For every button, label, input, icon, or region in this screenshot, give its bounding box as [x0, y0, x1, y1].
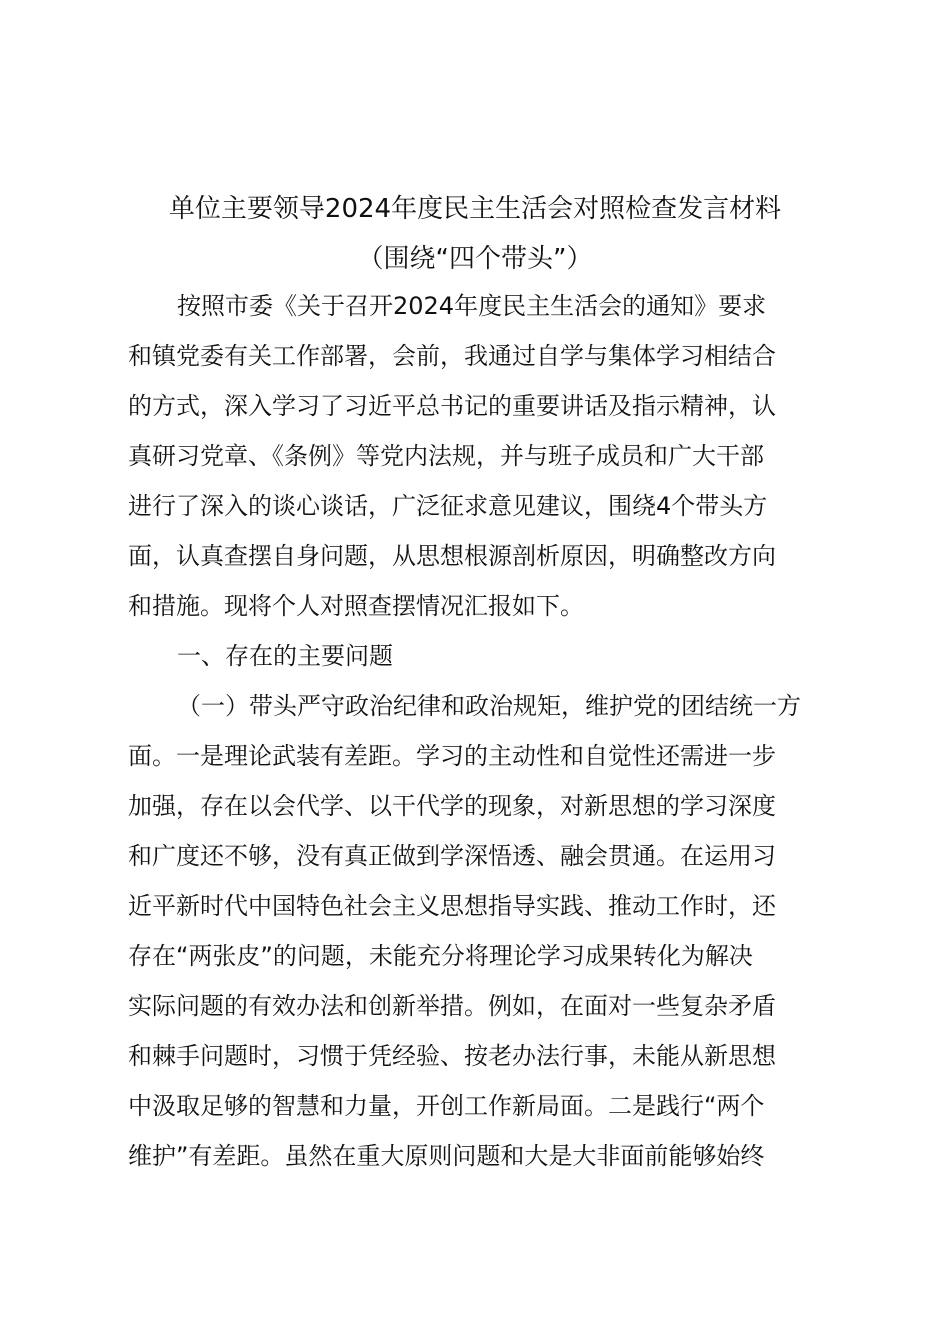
intro-paragraph-line: 和镇党委有关工作部署，会前，我通过自学与集体学习相结合: [128, 342, 776, 370]
body-paragraph-line: 加强，存在以会代学、以干代学的现象，对新思想的学习深度: [128, 792, 776, 820]
intro-paragraph-line: 进行了深入的谈心谈话，广泛征求意见建议，围绕4个带头方: [128, 492, 768, 520]
intro-paragraph-line: 的方式，深入学习了习近平总书记的重要讲话及指示精神，认: [128, 392, 776, 420]
intro-paragraph-line: 真研习党章、《条例》等党内法规，并与班子成员和广大干部: [128, 442, 764, 470]
body-paragraph-line: 中汲取足够的智慧和力量，开创工作新局面。二是践行“两个: [128, 1092, 765, 1120]
body-paragraph-line: 存在“两张皮”的问题，未能充分将理论学习成果转化为解决: [128, 942, 753, 970]
section-heading: 一、存在的主要问题: [177, 642, 393, 670]
body-paragraph-line: 近平新时代中国特色社会主义思想指导实践、推动工作时，还: [128, 892, 776, 920]
body-paragraph-line: 实际问题的有效办法和创新举措。例如，在面对一些复杂矛盾: [128, 992, 776, 1020]
body-paragraph-line: 和广度还不够，没有真正做到学深悟透、融会贯通。在运用习: [128, 842, 776, 870]
intro-paragraph-line: 和措施。现将个人对照查摆情况汇报如下。: [128, 592, 584, 620]
body-paragraph-line: 维护”有差距。虽然在重大原则问题和大是大非面前能够始终: [128, 1142, 765, 1170]
document-subtitle: （围绕“四个带头”）: [357, 244, 593, 274]
intro-paragraph-line: 按照市委《关于召开2024年度民主生活会的通知》要求: [177, 292, 767, 320]
intro-paragraph-line: 面，认真查摆自身问题，从思想根源剖析原因，明确整改方向: [128, 542, 776, 570]
document-title: 单位主要领导2024年度民主生活会对照检查发言材料: [168, 194, 782, 224]
body-paragraph-line: 和棘手问题时，习惯于凭经验、按老办法行事，未能从新思想: [128, 1042, 776, 1070]
body-paragraph-line: （一）带头严守政治纪律和政治规矩，维护党的团结统一方: [177, 692, 801, 720]
body-paragraph-line: 面。一是理论武装有差距。学习的主动性和自觉性还需进一步: [128, 742, 776, 770]
